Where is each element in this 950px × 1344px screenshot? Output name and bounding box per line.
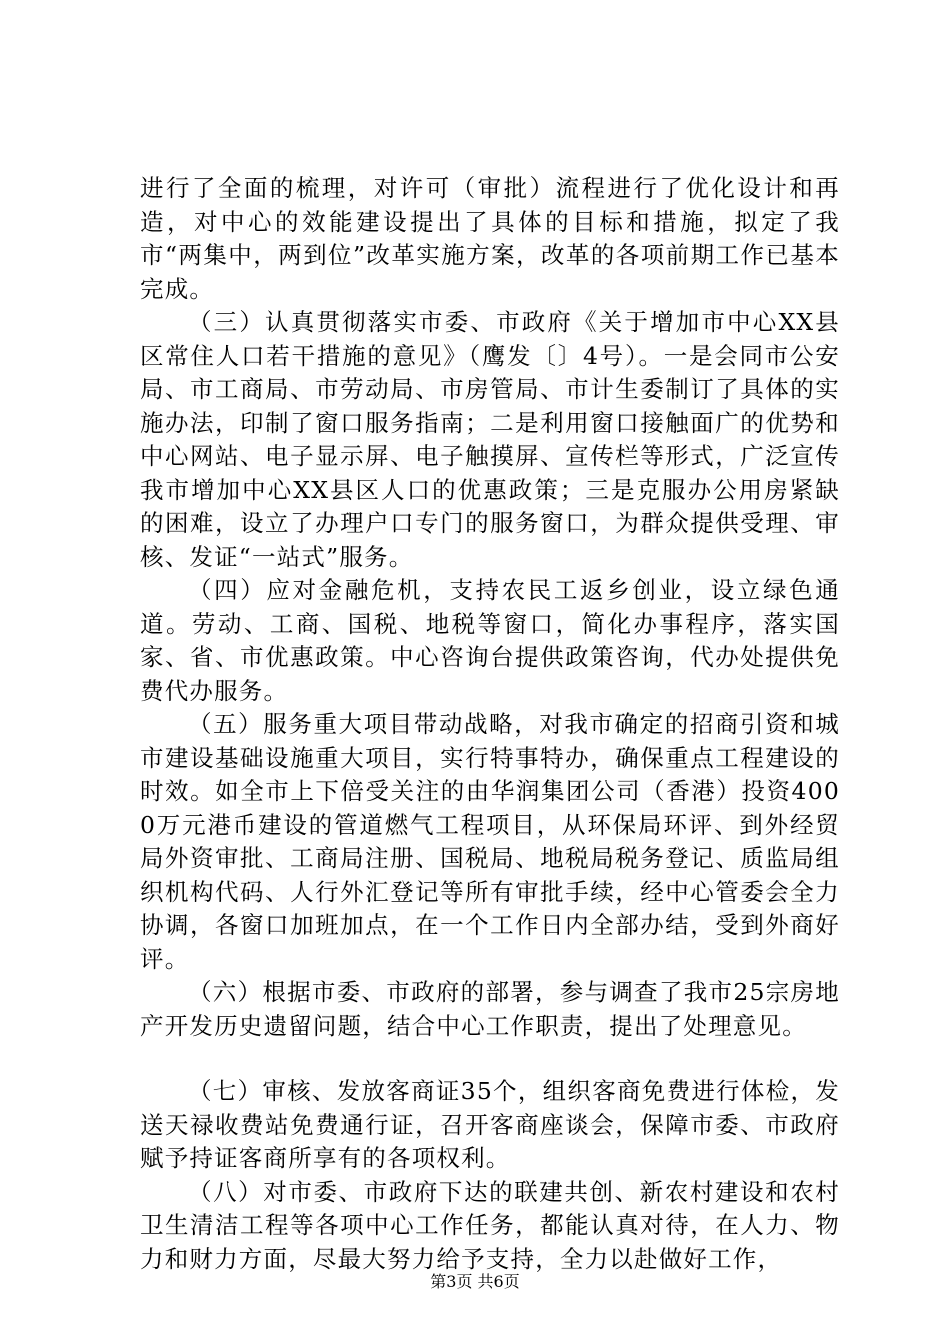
page-footer (0, 1272, 950, 1292)
paragraph-intro-continuation: 进行了全面的梳理，对许可（审批）流程进行了优化设计和再造，对中心的效能建设提出了具体的目标和措施，拟定了我市“两集中，两到位”改革实施方案，改革的各项前期工作已基本完成。 (140, 174, 840, 303)
paragraph-item-5: （五）服务重大项目带动战略，对我市确定的招商引资和城市建设基础设施重大项目，实行特事特办，确保重点工程建设的时效。如全市上下倍受关注的由华润集团公司（香港）投资4000万元港币建设的管道燃气工程项目，从环保局环评、到外经贸局外资审批、工商局注册、国税局、地税局税务登记、质监局组织机构代码、人行外汇登记等所有审批手续，经中心管委会全力协调，各窗口加班加点，在一个工作日内全部办结，受到外商好评。 (140, 710, 840, 973)
paragraph-item-6: （六）根据市委、市政府的部署，参与调查了我市25宗房地产开发历史遗留问题，结合中心工作职责，提出了处理意见。 (140, 978, 840, 1040)
paragraph-item-8: （八）对市委、市政府下达的联建共创、新农村建设和农村卫生清洁工程等各项中心工作任务，都能认真对待，在人力、物力和财力方面，尽最大努力给予支持，全力以赴做好工作， (140, 1177, 840, 1273)
document-body (140, 172, 840, 1276)
paragraph-item-4: （四）应对金融危机，支持农民工返乡创业，设立绿色通道。劳动、工商、国税、地税等窗口，简化办事程序，落实国家、省、市优惠政策。中心咨询台提供政策咨询，代办处提供免费代办服务。 (140, 576, 840, 705)
paragraph-item-3: （三）认真贯彻落实市委、市政府《关于增加市中心XX县区常住人口若干措施的意见》（鹰发〔〕4号）。一是会同市公安局、市工商局、市劳动局、市房管局、市计生委制订了具体的实施办法，印制了窗口服务指南；二是利用窗口接触面广的优势和中心网站、电子显示屏、电子触摸屏、宣传栏等形式，广泛宣传我市增加中心XX县区人口的优惠政策；三是克服办公用房紧缺的困难，设立了办理户口专门的服务窗口，为群众提供受理、审核、发证“一站式”服务。 (140, 308, 840, 571)
page-number-indicator: 第3页 共6页 (430, 1272, 520, 1291)
paragraph-item-7: （七）审核、发放客商证35个，组织客商免费进行体检，发送天禄收费站免费通行证，召开客商座谈会，保障市委、市政府赋予持证客商所享有的各项权利。 (140, 1077, 840, 1172)
paragraph-spacer (140, 1043, 840, 1075)
